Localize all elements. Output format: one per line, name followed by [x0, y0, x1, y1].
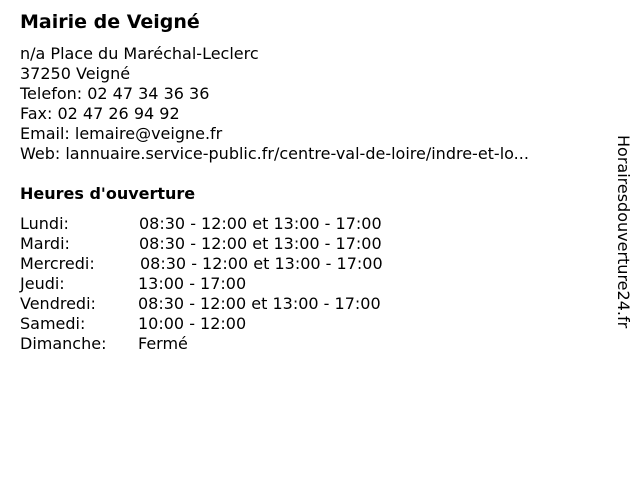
time-value: 08:30 - 12:00 et 13:00 - 17:00 — [138, 294, 381, 313]
contact-info — [20, 44, 529, 164]
day-label: Vendredi: — [20, 294, 96, 313]
time-value: 10:00 - 12:00 — [138, 314, 247, 333]
address-street: n/a Place du Maréchal-Leclerc — [20, 44, 259, 63]
time-value: 08:30 - 12:00 et 13:00 - 17:00 — [140, 254, 383, 273]
address-city: 37250 Veigné — [20, 64, 131, 83]
website-url: Web: lannuaire.service-public.fr/centre-val-de-loire/indre-et-lo... — [20, 144, 529, 163]
time-value: 08:30 - 12:00 et 13:00 - 17:00 — [139, 214, 382, 233]
time-value: Fermé — [138, 334, 188, 353]
phone-number: Telefon: 02 47 34 36 36 — [20, 84, 210, 103]
page-title: Mairie de Veigné — [20, 11, 200, 33]
day-label: Mercredi: — [20, 254, 95, 273]
day-label: Samedi: — [20, 314, 86, 333]
day-label: Dimanche: — [20, 334, 107, 353]
email-address: Email: lemaire@veigne.fr — [20, 124, 223, 143]
day-label: Jeudi: — [20, 274, 65, 293]
day-label: Mardi: — [20, 234, 70, 253]
time-value: 08:30 - 12:00 et 13:00 - 17:00 — [139, 234, 382, 253]
time-value: 13:00 - 17:00 — [138, 274, 247, 293]
day-label: Lundi: — [20, 214, 69, 233]
opening-hours-heading: Heures d'ouverture — [20, 184, 196, 203]
fax-number: Fax: 02 47 26 94 92 — [20, 104, 180, 123]
site-watermark: Horairesdouverture24.fr — [614, 135, 633, 329]
